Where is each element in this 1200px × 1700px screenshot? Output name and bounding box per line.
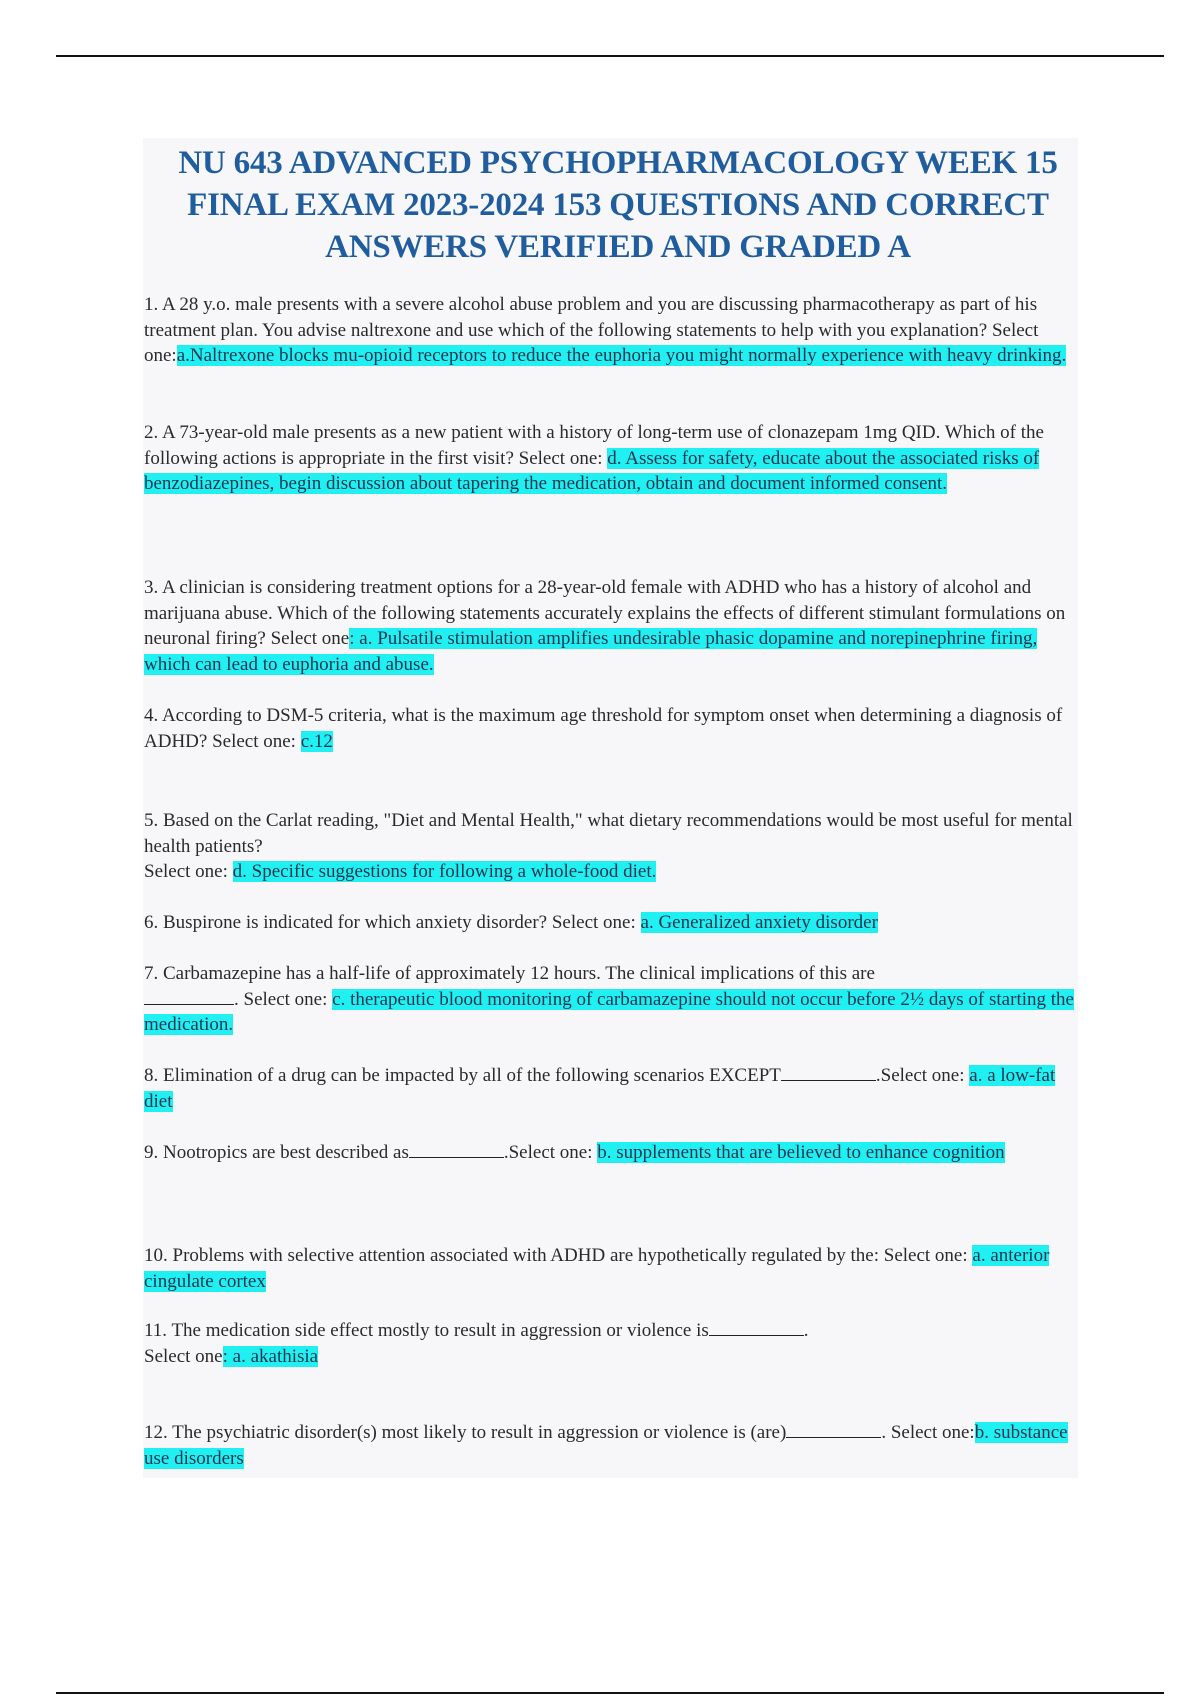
answer-highlight: d. Assess for safety, educate about the associated risks of benzodiazepines, begin discussion about tapering the medication, obtain and document informed consent.	[144, 447, 1040, 494]
answer-highlight: c.12	[300, 730, 333, 752]
answer-highlight: : a. Pulsatile stimulation amplifies undesirable phasic dopamine and norepinephrine firing, which can lead to euphoria and abuse.	[144, 628, 1038, 675]
question-9	[144, 1140, 1084, 1166]
question-3	[144, 575, 1084, 677]
answer-blank	[709, 1319, 804, 1336]
answer-blank	[409, 1141, 504, 1158]
question-text: 3. A clinician is considering treatment options for a 28-year-old female with ADHD who has a history of alcohol and marijuana abuse. Which of the following statements accurately explains the effects of different stimulant formulations on neuronal firing? Select one	[144, 577, 1066, 649]
question-text-continued: .Select one:	[875, 1065, 965, 1086]
question-text: 8. Elimination of a drug can be impacted by all of the following scenarios EXCEPT	[144, 1065, 781, 1086]
question-text: 4. According to DSM-5 criteria, what is the maximum age threshold for symptom onset when determining a diagnosis of ADHD? Select one:	[144, 705, 1063, 752]
question-10	[144, 1243, 1084, 1294]
question-6	[144, 910, 1084, 936]
question-7	[144, 961, 1084, 1038]
question-5	[144, 808, 1084, 885]
question-text-continued: . Select one:	[234, 988, 328, 1010]
top-rule	[56, 55, 1164, 57]
question-text: 10. Problems with selective attention associated with ADHD are hypothetically regulated by the: Select one:	[144, 1245, 968, 1266]
question-text: 11. The medication side effect mostly to result in aggression or violence is	[144, 1320, 709, 1341]
question-11	[144, 1318, 1084, 1369]
answer-highlight: d. Specific suggestions for following a whole-food diet.	[232, 861, 657, 882]
answer-highlight: b. supplements that are believed to enhance cognition	[597, 1142, 1005, 1163]
answer-highlight: : a. akathisia	[222, 1345, 319, 1367]
question-4	[144, 703, 1084, 754]
answer-highlight: a. Generalized anxiety disorder	[640, 912, 878, 933]
question-text: 5. Based on the Carlat reading, "Diet and Mental Health," what dietary recommendations would be most useful for mental health patients?	[144, 810, 1073, 857]
answer-blank	[786, 1421, 881, 1438]
answer-highlight: a. anterior cingulate cortex	[144, 1245, 1050, 1292]
question-text-continued: Select one:	[144, 861, 228, 882]
answer-highlight: c. therapeutic blood monitoring of carbamazepine should not occur before 2½ days of starting the medication.	[144, 988, 1074, 1035]
question-text-continued: . Select one:	[881, 1422, 975, 1443]
question-12	[144, 1420, 1084, 1471]
question-text: 7. Carbamazepine has a half-life of approximately 12 hours. The clinical implications of this are	[144, 963, 875, 984]
question-text: 9. Nootropics are best described as	[144, 1142, 409, 1163]
answer-blank	[781, 1064, 876, 1081]
question-text-continued: .	[803, 1320, 809, 1341]
question-text: 6. Buspirone is indicated for which anxiety disorder? Select one:	[144, 912, 636, 933]
answer-highlight: a.Naltrexone blocks mu-opioid receptors to reduce the euphoria you might normally experience with heavy drinking.	[176, 345, 1067, 366]
question-text-continued: .Select one:	[503, 1142, 593, 1163]
question-text: 1. A 28 y.o. male presents with a severe alcohol abuse problem and you are discussing pharmacotherapy as part of his treatment plan. You advise naltrexone and use which of the following statements to help with you explanation? Select one:	[144, 294, 1039, 366]
answer-highlight: a. a low-fat diet	[144, 1065, 1056, 1112]
question-1	[144, 292, 1084, 369]
question-text-continued: Select one	[144, 1345, 223, 1367]
answer-blank	[144, 988, 234, 1005]
answer-highlight: b. substance use disorders	[144, 1422, 1068, 1469]
question-text: 2. A 73-year-old male presents as a new patient with a history of long-term use of clonazepam 1mg QID. Which of the following actions is appropriate in the first visit? Select one:	[144, 422, 1044, 469]
question-8	[144, 1063, 1084, 1114]
question-text: 12. The psychiatric disorder(s) most likely to result in aggression or violence is (are)	[144, 1422, 787, 1443]
question-2	[144, 420, 1084, 497]
bottom-rule	[56, 1692, 1164, 1694]
page-title: NU 643 ADVANCED PSYCHOPHARMACOLOGY WEEK 15 FINAL EXAM 2023-2024 153 QUESTIONS AND CORRECT ANSWERS VERIFIED AND GRADED A	[178, 145, 1058, 265]
